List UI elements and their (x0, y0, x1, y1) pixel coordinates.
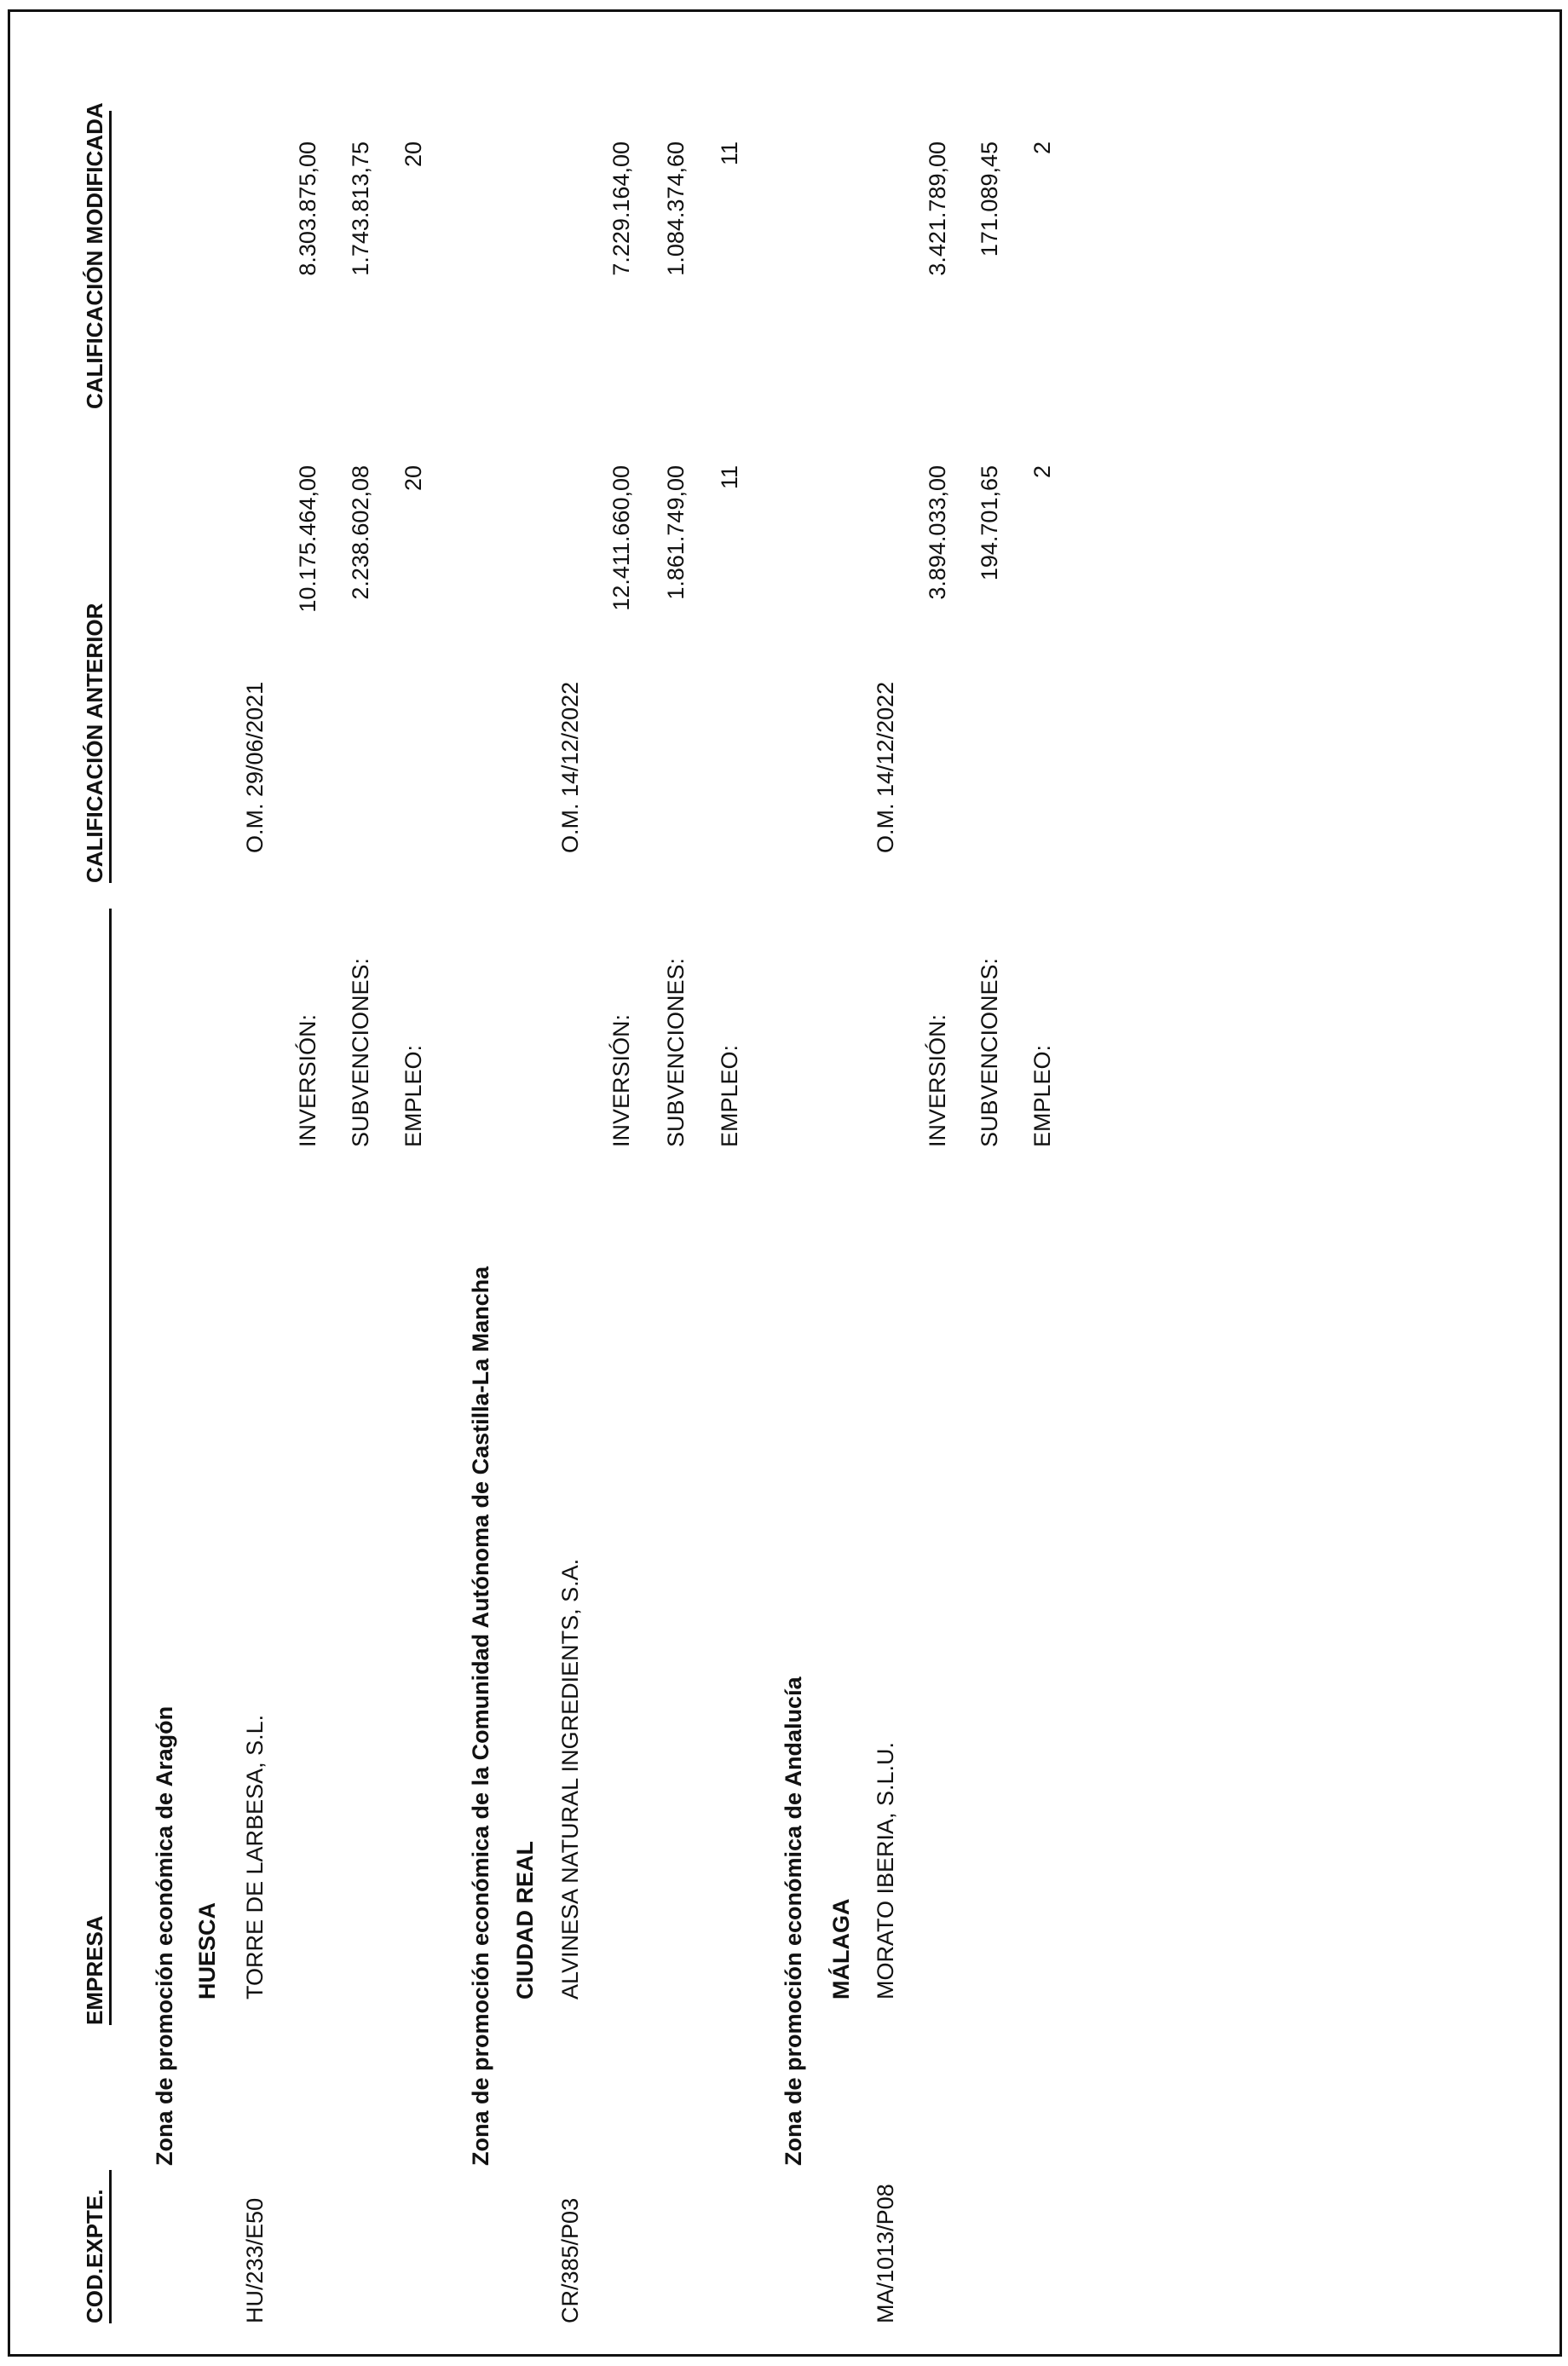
empleo-anterior: 2 (1029, 465, 1055, 479)
empleo-label: EMPLEO: (1029, 1044, 1055, 1147)
inversion-modificada: 8.303.875,00 (295, 141, 320, 276)
subvenciones-modificada: 1.084.374,60 (663, 141, 689, 276)
provincia-title: CIUDAD REAL (512, 1841, 538, 2000)
inversion-label: INVERSIÓN: (608, 1013, 634, 1147)
subvenciones-modificada: 171.089,45 (977, 141, 1002, 257)
inversion-label: INVERSIÓN: (295, 1013, 320, 1147)
inversion-anterior: 3.894.033,00 (925, 465, 950, 600)
subvenciones-label: SUBVENCIONES: (348, 957, 373, 1147)
inversion-modificada: 7.229.164,00 (608, 141, 634, 276)
header-calificacion-anterior: CALIFICACIÓN ANTERIOR (82, 603, 107, 883)
provincia-title: HUESCA (194, 1901, 220, 2000)
inversion-anterior: 12.411.660,00 (608, 465, 634, 611)
empleo-label: EMPLEO: (717, 1044, 742, 1147)
inversion-label: INVERSIÓN: (925, 1013, 950, 1147)
header-cod-expte-underline (109, 2170, 112, 2323)
expediente-code: MA/1013/P08 (873, 2184, 898, 2323)
inversion-anterior: 10.175.464,00 (295, 465, 320, 613)
header-empresa-underline (109, 909, 112, 2025)
orden-ministerial-date: O.M. 14/12/2022 (873, 681, 898, 853)
empresa-name: ALVINESA NATURAL INGREDIENTS, S.A. (557, 1558, 583, 2000)
subvenciones-anterior: 194.701,65 (977, 465, 1002, 581)
empleo-modificada: 20 (401, 141, 426, 168)
subvenciones-modificada: 1.743.813,75 (348, 141, 373, 276)
empleo-modificada: 11 (717, 141, 742, 166)
provincia-title: MÁLAGA (828, 1898, 854, 2000)
empresa-name: MORATO IBERIA, S.L.U. (873, 1741, 898, 2000)
zona-title: Zona de promoción económica de Andalucía (781, 1676, 806, 2166)
orden-ministerial-date: O.M. 29/06/2021 (242, 681, 268, 853)
header-calificacion-modificada-underline (109, 111, 112, 409)
expediente-code: CR/385/P03 (557, 2197, 583, 2323)
subvenciones-anterior: 2.238.602,08 (348, 465, 373, 600)
empleo-label: EMPLEO: (401, 1044, 426, 1147)
header-cod-expte: COD.EXPTE. (82, 2189, 107, 2323)
subvenciones-label: SUBVENCIONES: (977, 957, 1002, 1147)
zona-title: Zona de promoción económica de Aragón (152, 1705, 177, 2166)
empleo-modificada: 2 (1029, 141, 1055, 155)
orden-ministerial-date: O.M. 14/12/2022 (557, 681, 583, 853)
inversion-modificada: 3.421.789,00 (925, 141, 950, 276)
subvenciones-anterior: 1.861.749,00 (663, 465, 689, 600)
empleo-anterior: 11 (717, 465, 742, 490)
subvenciones-label: SUBVENCIONES: (663, 957, 689, 1147)
empresa-name: TORRE DE LARBESA, S.L. (242, 1714, 268, 2000)
header-calificacion-modificada: CALIFICACIÓN MODIFICADA (82, 102, 107, 409)
zona-title: Zona de promoción económica de la Comunidad Autónoma de Castilla-La Mancha (468, 1266, 493, 2166)
header-empresa: EMPRESA (82, 1915, 107, 2025)
empleo-anterior: 20 (401, 465, 426, 492)
expediente-code: HU/233/E50 (242, 2197, 268, 2323)
